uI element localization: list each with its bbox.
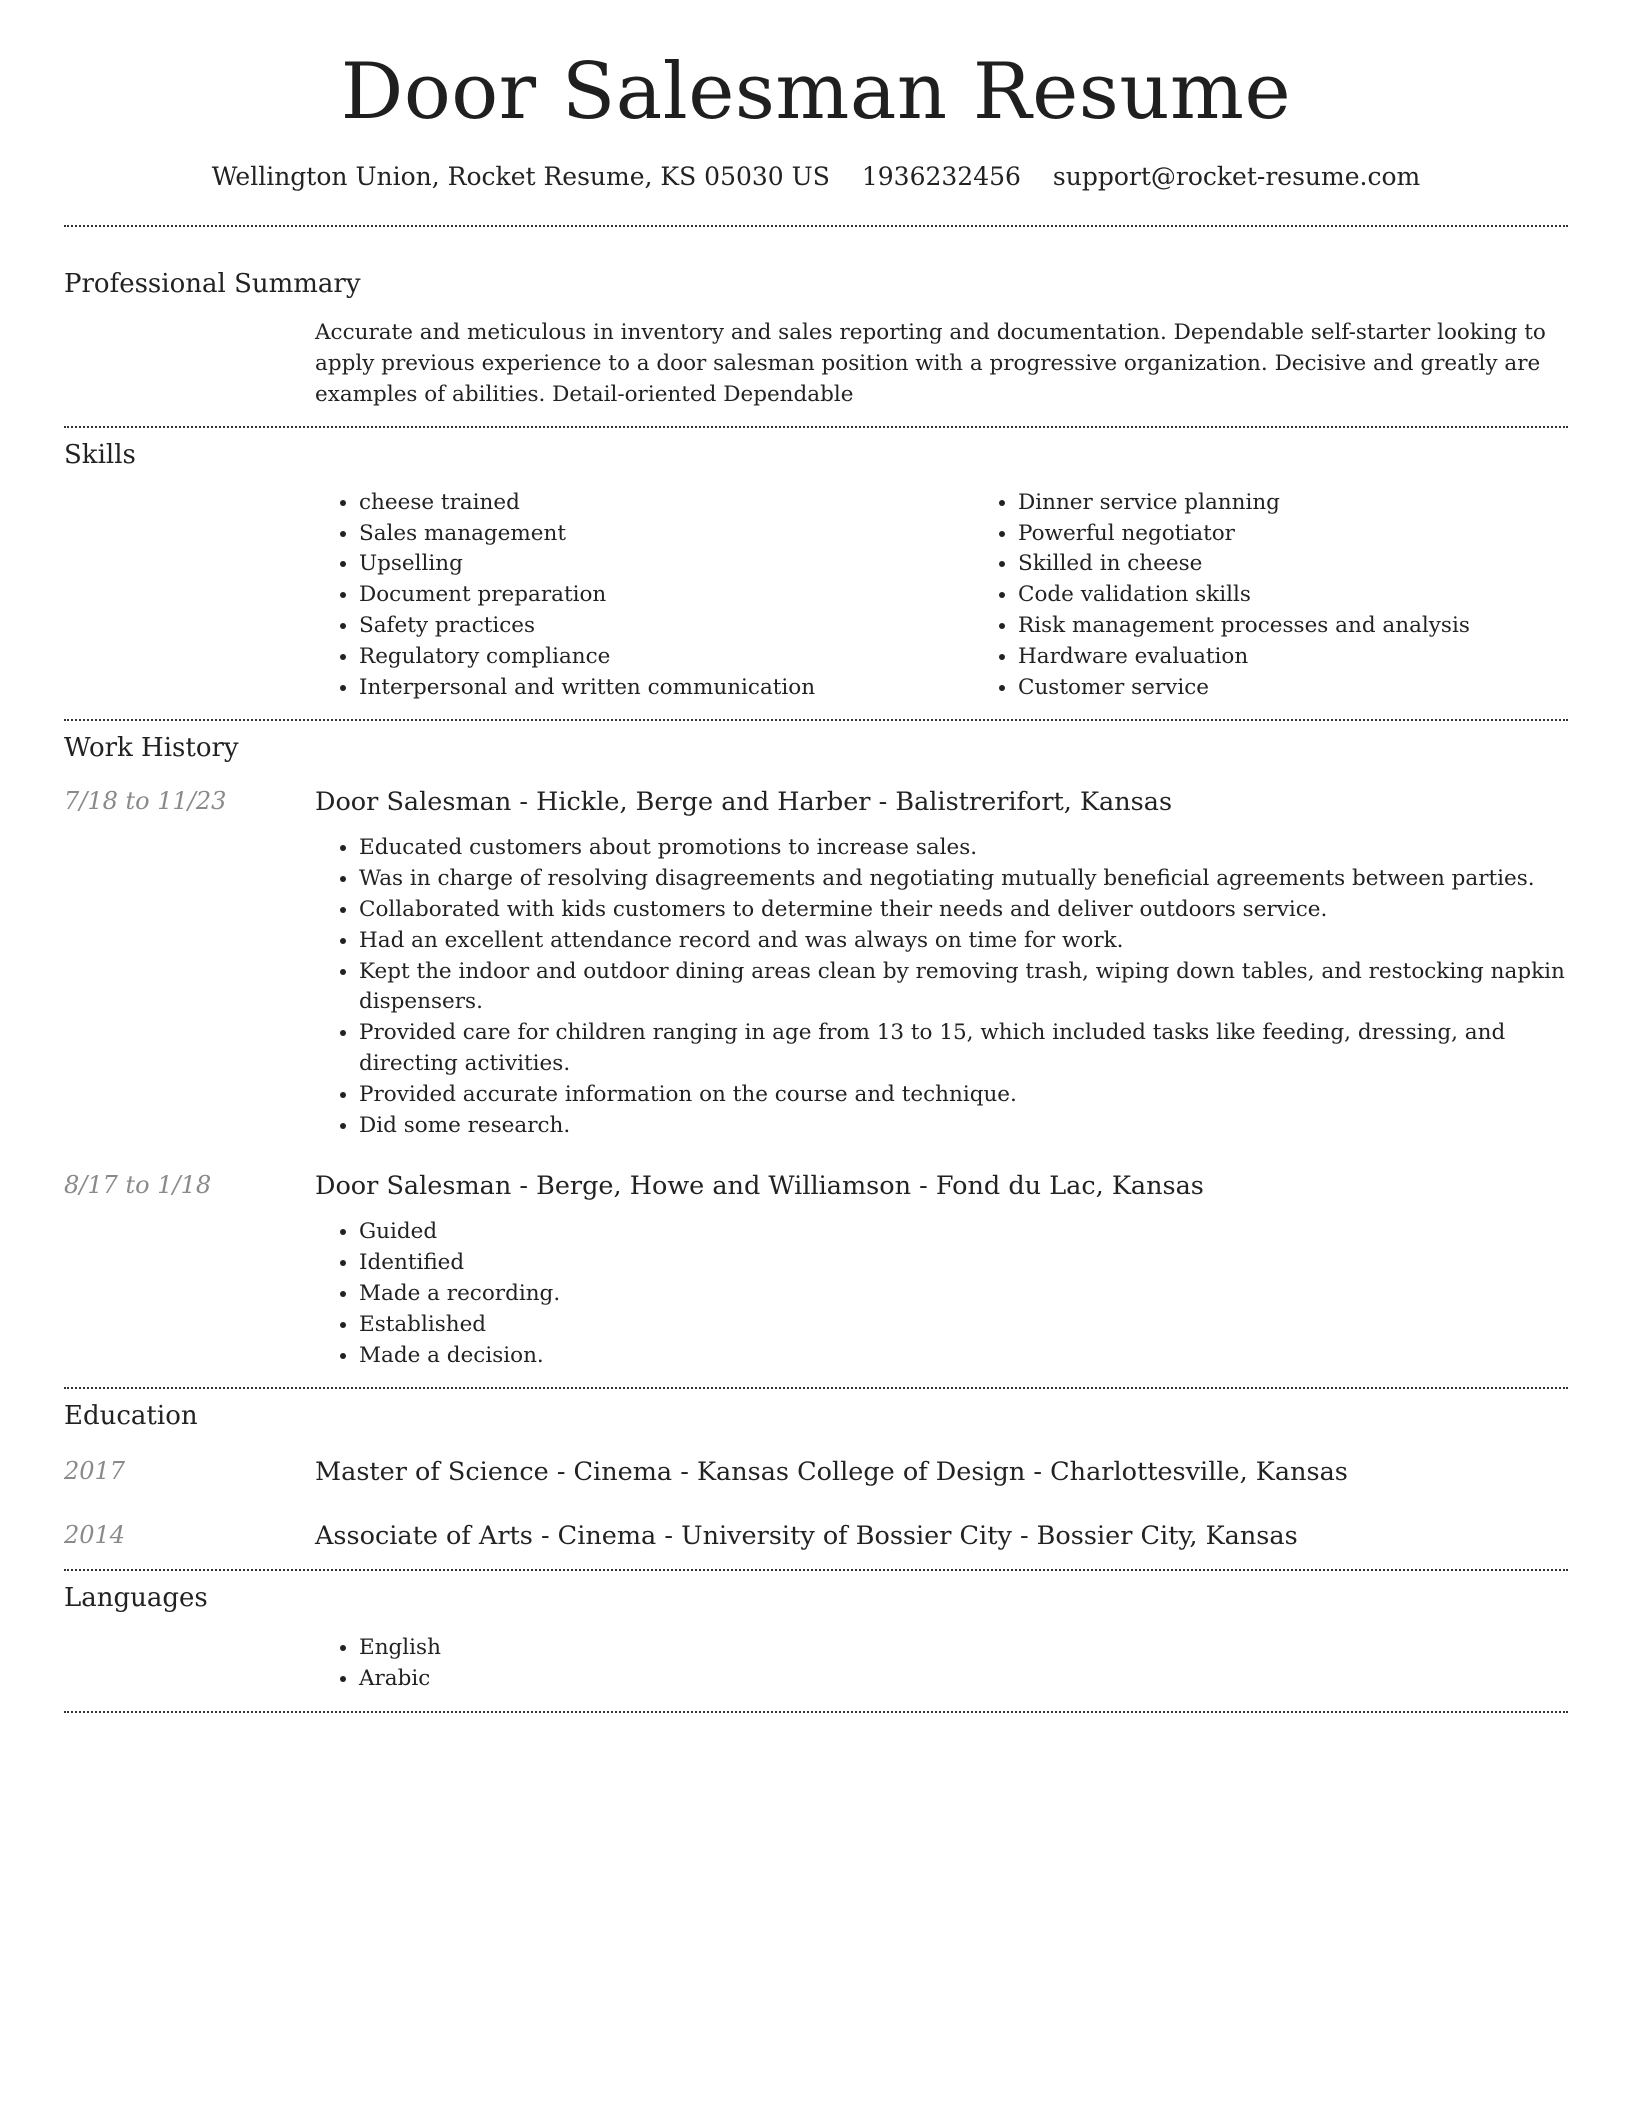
contact-email[interactable]: support@rocket-resume.com: [1052, 161, 1421, 191]
summary-heading: Professional Summary: [64, 268, 361, 299]
list-item: • Arabic: [359, 1664, 1568, 1695]
list-item: • Hardware evaluation: [1018, 642, 1632, 673]
contact-phone: 1936232456: [861, 161, 1021, 191]
education-heading: Education: [64, 1401, 198, 1432]
list-item: • Educated customers about promotions to increase sales.: [359, 833, 1568, 864]
resume-title: Door Salesman Resume: [340, 47, 1292, 137]
list-item: • Regulatory compliance: [359, 642, 974, 673]
list-item: • Code validation skills: [1018, 580, 1632, 611]
list-item: • Risk management processes and analysis: [1018, 611, 1632, 642]
education-year: 2017: [64, 1457, 126, 1486]
job-dates: 7/18 to 11/23: [64, 787, 227, 816]
list-item: • Safety practices: [359, 611, 974, 642]
list-item: • cheese trained: [359, 488, 974, 519]
list-item: • Provided care for children ranging in age from 13 to 15, which included tasks like feeding, dressing, and directing activities.: [359, 1018, 1568, 1080]
languages-list: [315, 1633, 1568, 1695]
divider: [64, 1569, 1568, 1571]
summary-text: Accurate and meticulous in inventory and sales reporting and documentation. Dependable self-starter looking to apply previous experience to a door salesman position with a progressive organization. Decisive and greatly are examples of abilities. Detail-oriented Dependable: [315, 319, 1546, 407]
job-title: Door Salesman - Berge, Howe and Williamson - Fond du Lac, Kansas: [315, 1171, 1204, 1202]
list-item: • Established: [359, 1310, 1568, 1341]
education-title: Master of Science - Cinema - Kansas College of Design - Charlottesville, Kansas: [315, 1457, 1348, 1488]
job-dates: 8/17 to 1/18: [64, 1171, 212, 1200]
list-item: • Upselling: [359, 549, 974, 580]
education-title: Associate of Arts - Cinema - University of Bossier City - Bossier City, Kansas: [315, 1521, 1298, 1552]
list-item: • Had an excellent attendance record and was always on time for work.: [359, 926, 1568, 957]
list-item: • Dinner service planning: [1018, 488, 1632, 519]
list-item: • Provided accurate information on the course and technique.: [359, 1080, 1568, 1111]
divider: [64, 1711, 1568, 1713]
education-entry: [64, 1521, 1568, 1551]
list-item: • Kept the indoor and outdoor dining areas clean by removing trash, wiping down tables, and restocking napkin dispensers.: [359, 957, 1568, 1019]
list-item: • Interpersonal and written communication: [359, 673, 974, 704]
list-item: • Made a decision.: [359, 1341, 1568, 1372]
contact-line: [64, 162, 1568, 191]
education-year: 2014: [64, 1521, 126, 1550]
list-item: • Sales management: [359, 519, 974, 550]
list-item: • Did some research.: [359, 1111, 1568, 1142]
divider: [64, 719, 1568, 721]
list-item: • Skilled in cheese: [1018, 549, 1632, 580]
divider: [64, 426, 1568, 428]
summary-section: [64, 269, 1568, 410]
list-item: • English: [359, 1633, 1568, 1664]
work-heading: Work History: [64, 733, 239, 764]
list-item: • Customer service: [1018, 673, 1632, 704]
skills-list-right: [974, 488, 1632, 704]
skills-section: [64, 440, 1568, 704]
work-section: [64, 733, 1568, 1371]
list-item: • Powerful negotiator: [1018, 519, 1632, 550]
list-item: • Collaborated with kids customers to determine their needs and deliver outdoors service.: [359, 895, 1568, 926]
divider: [64, 225, 1568, 227]
education-section: [64, 1401, 1568, 1551]
skills-list-left: [315, 488, 974, 704]
list-item: • Guided: [359, 1217, 1568, 1248]
contact-address: Wellington Union, Rocket Resume, KS 05030 US: [211, 161, 830, 191]
languages-heading: Languages: [64, 1583, 208, 1614]
list-item: • Identified: [359, 1248, 1568, 1279]
job-title: Door Salesman - Hickle, Berge and Harber - Balistrerifort, Kansas: [315, 787, 1173, 818]
languages-section: [64, 1583, 1568, 1695]
divider: [64, 1387, 1568, 1389]
skills-heading: Skills: [64, 439, 136, 470]
job-entry: [64, 1171, 1568, 1371]
list-item: • Made a recording.: [359, 1279, 1568, 1310]
job-bullets: [315, 833, 1568, 1141]
job-bullets: [315, 1217, 1568, 1371]
job-entry: [64, 787, 1568, 1141]
education-entry: [64, 1457, 1568, 1487]
list-item: • Was in charge of resolving disagreements and negotiating mutually beneficial agreements between parties.: [359, 864, 1568, 895]
list-item: • Document preparation: [359, 580, 974, 611]
